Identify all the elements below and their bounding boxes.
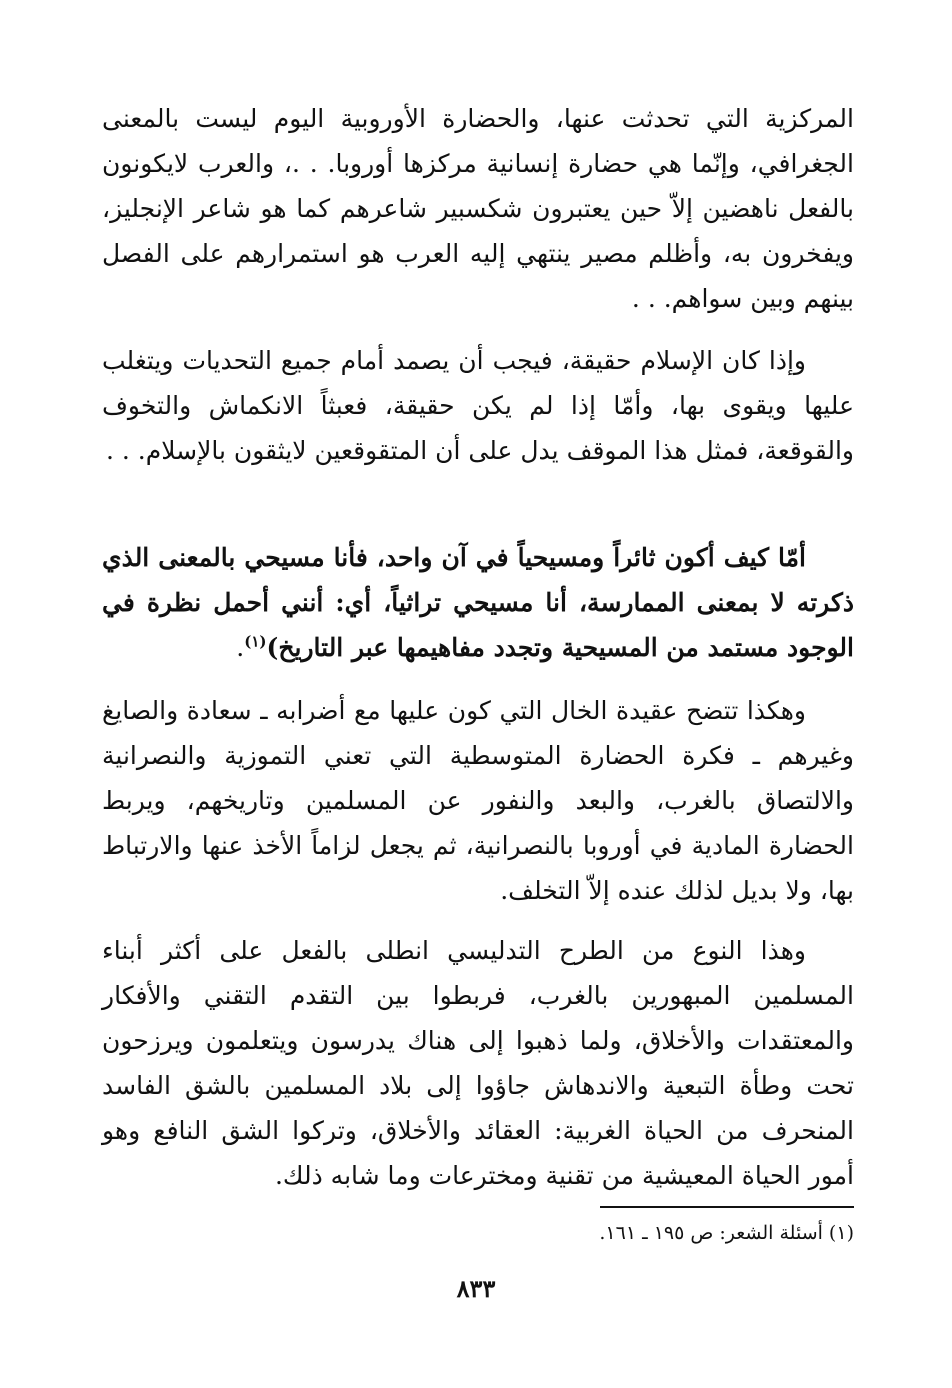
footnote: (١) أسئلة الشعر: ص ١٩٥ ـ ١٦١. <box>599 1222 854 1244</box>
paragraph-4 <box>102 688 854 913</box>
paragraph-5 <box>102 928 854 1198</box>
paragraph-2 <box>102 338 854 473</box>
quote-paragraph <box>102 535 854 670</box>
quote-end-period: . <box>236 633 245 662</box>
quote-paragraph-text: أمّا كيف أكون ثائراً ومسيحياً في آن واحد، فأنا مسيحي بالمعنى الذي ذكرته لا بمعنى الممارسة، أنا مسيحي تراثياً، أي: أنني أحمل نظرة في الوجود مستمد من المسيحية وتجدد مفاهيمها عبر التاريخ) <box>102 543 854 662</box>
paragraph-4-text: وهكذا تتضح عقيدة الخال التي كون عليها مع أضرابه ـ سعادة والصايغ وغيرهم ـ فكرة الحضارة المتوسطية التي تعني التموزية والنصرانية والالتصاق بالغرب، والبعد والنفور عن المسلمين وتاريخهم، ويربط الحضارة المادية في أوروبا بالنصرانية، ثم يجعل لزاماً الأخذ عنها والارتباط بها، ولا بديل لذلك عنده إلاّ التخلف. <box>102 696 854 905</box>
paragraph-1-text: المركزية التي تحدثت عنها، والحضارة الأوروبية اليوم ليست بالمعنى الجغرافي، وإنّما هي حضارة إنسانية مركزها أوروبا. . .، والعرب لايكونون بالفعل ناهضين إلاّ حين يعتبرون شكسبير شاعرهم كما هو شاعر الإنجليز، ويفخرون به، وأظلم مصير ينتهي إليه العرب هو استمرارهم على الفصل بينهم وبين سواهم. . . <box>102 104 854 313</box>
page-number: ٨٣٣ <box>456 1274 496 1303</box>
footnote-divider <box>600 1206 854 1208</box>
paragraph-5-text: وهذا النوع من الطرح التدليسي انطلى بالفعل على أكثر أبناء المسلمين المبهورين بالغرب، فربطوا بين التقدم التقني والأفكار والمعتقدات والأخلاق، ولما ذهبوا إلى هناك يدرسون ويتعلمون ويرزحون تحت وطأة التبعية والاندهاش جاؤوا إلى بلاد المسلمين بالشق الفاسد المنحرف من الحياة الغربية: العقائد والأخلاق، وتركوا الشق النافع وهو أمور الحياة المعيشية من تقنية ومخترعات وما شابه ذلك. <box>102 936 854 1190</box>
paragraph-1 <box>102 96 854 321</box>
paragraph-2-text: وإذا كان الإسلام حقيقة، فيجب أن يصمد أمام جميع التحديات ويتغلب عليها ويقوى بها، وأمّا إذا لم يكن حقيقة، فعبثاً الانكماش والتخوف والقوقعة، فمثل هذا الموقف يدل على أن المتقوقعين لايثقون بالإسلام. . . <box>102 346 854 465</box>
footnote-marker: (١) <box>244 632 267 651</box>
